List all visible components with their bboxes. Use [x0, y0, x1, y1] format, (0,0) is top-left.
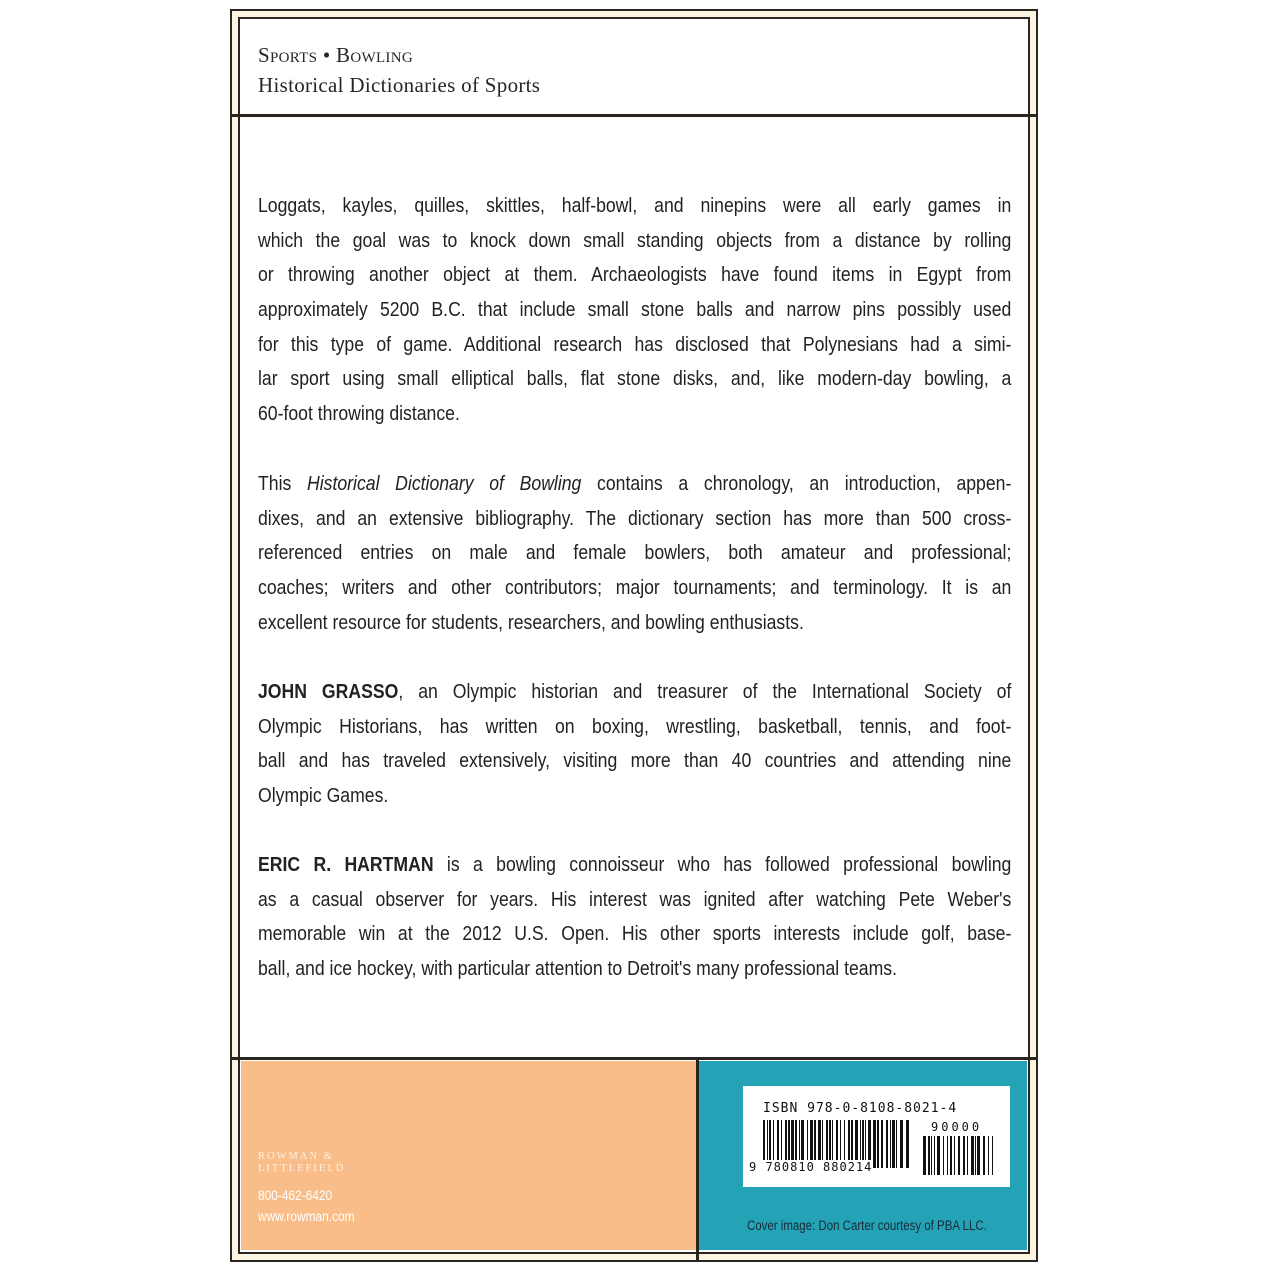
paragraph-line: [258, 883, 1011, 918]
addon-bar: [963, 1136, 965, 1175]
line-text: , an Olympic historian and treasurer of the International Society of: [398, 680, 1012, 703]
addon-bar: [975, 1136, 976, 1175]
line-text: referenced entries on male and female bowlers, both amateur and professional;: [258, 541, 1012, 565]
author-name: ERIC R. HARTMAN: [258, 853, 434, 876]
line-text: Loggats, kayles, quilles, skittles, half-bowl, and ninepins were all early games in: [258, 194, 1012, 217]
barcode-bar: [896, 1120, 897, 1168]
lead-prefix: This: [258, 472, 307, 495]
addon-bar: [954, 1136, 955, 1175]
paragraph-line: [258, 848, 1011, 883]
line-text: lar sport using small elliptical balls, flat stone disks, and, like modern-day bowling, a: [258, 367, 1012, 391]
addon-bar: [931, 1136, 932, 1175]
barcode-bar: [873, 1120, 876, 1168]
addon-bar: [947, 1136, 948, 1175]
barcode-bar: [892, 1120, 895, 1168]
addon-bar: [958, 1136, 960, 1175]
paragraph-line: [258, 397, 1011, 432]
paragraph-line: [258, 293, 1011, 328]
line-text: ball, and ice hockey, with particular attention to Detroit's many professional teams.: [258, 957, 898, 981]
line-text: Olympic Historians, has written on boxing, wrestling, basketball, tennis, and foot-: [258, 714, 1012, 738]
category-line: [258, 40, 540, 70]
footer-vertical-divider: [696, 1058, 699, 1262]
addon-bar: [983, 1136, 985, 1175]
addon-bar: [977, 1136, 980, 1175]
barcode-bar: [900, 1120, 903, 1168]
category-bowling: Bowling: [336, 43, 413, 67]
addon-bar: [943, 1136, 944, 1175]
paragraph-line: [258, 917, 1011, 952]
paragraph-line: [258, 467, 1011, 502]
addon-bar: [967, 1136, 968, 1175]
paragraph-line: [258, 779, 1011, 814]
line-text: for this type of game. Additional research has disclosed that Polynesians had a simi-: [258, 332, 1012, 356]
addon-bar: [923, 1136, 926, 1175]
footer-divider: [230, 1057, 1038, 1060]
paragraph-line: [258, 362, 1011, 397]
paragraph-line: [258, 328, 1011, 363]
barcode-bar: [881, 1120, 883, 1168]
paragraph-line: [258, 952, 1011, 987]
header-divider: [230, 114, 1038, 117]
line-text: excellent resource for students, researchers, and bowling enthusiasts.: [258, 610, 804, 634]
body-paragraph: [258, 675, 1011, 814]
barcode-bar: [886, 1120, 888, 1168]
paragraph-line: [258, 258, 1011, 293]
line-text: 60-foot throwing distance.: [258, 402, 460, 426]
publisher-name-2: LITTLEFIELD: [258, 1163, 346, 1174]
paragraph-line: [258, 571, 1011, 606]
addon-bar: [950, 1136, 952, 1175]
addon-bar: [937, 1136, 940, 1175]
isbn-barcode: [743, 1086, 1010, 1187]
publisher-phone: 800-462-6420: [258, 1187, 333, 1203]
line-text: coaches; writers and other contributors; major tournaments; and terminology. It is an: [258, 576, 1012, 600]
line-text: dixes, and an extensive bibliography. The dictionary section has more than 500 cross-: [258, 506, 1012, 530]
line-text: which the goal was to knock down small standing objects from a distance by rolling: [258, 228, 1012, 252]
series-title: Historical Dictionaries of Sports: [258, 73, 541, 97]
author-name: JOHN GRASSO: [258, 680, 399, 703]
paragraph-line: [258, 710, 1011, 745]
barcode-bar: [890, 1120, 891, 1168]
line-text: or throwing another object at them. Archaeologists have found items in Egypt from: [258, 263, 1012, 287]
line-text: contains a chronology, an introduction, appen-: [581, 472, 1012, 495]
line-text: ball and has traveled extensively, visiting more than 40 countries and attending nine: [258, 749, 1012, 773]
publisher-name-1: ROWMAN &: [258, 1151, 334, 1162]
paragraph-line: [258, 189, 1011, 224]
addon-bar: [992, 1136, 993, 1175]
line-text: memorable win at the 2012 U.S. Open. His other sports interests include golf, base-: [258, 922, 1012, 946]
addon-bar: [928, 1136, 930, 1175]
line-text: as a casual observer for years. His interest was ignited after watching Pete Weber's: [258, 887, 1012, 911]
line-text: approximately 5200 B.C. that include small stone balls and narrow pins possibly used: [258, 298, 1012, 322]
barcode-bar: [877, 1120, 879, 1168]
series-header: [258, 40, 540, 100]
paragraph-line: [258, 502, 1011, 537]
isbn-text: ISBN 978-0-8108-8021-4: [763, 1101, 958, 1116]
publisher-website: www.rowman.com: [258, 1208, 355, 1224]
publisher-logo: [258, 1151, 345, 1175]
line-text: is a bowling connoisseur who has followed professional bowling: [433, 853, 1012, 876]
addon-bar: [971, 1136, 974, 1175]
addon-bar: [988, 1136, 989, 1175]
paragraph-line: [258, 536, 1011, 571]
line-text: Olympic Games.: [258, 784, 389, 808]
cover-credit: Cover image: Don Carter courtesy of PBA LLC.: [747, 1218, 987, 1233]
barcode-digits: 9 780810 880214: [749, 1160, 873, 1174]
paragraph-line: [258, 224, 1011, 259]
paragraph-line: [258, 744, 1011, 779]
addon-bar: [934, 1136, 935, 1175]
category-sports: Sports: [258, 43, 318, 67]
price-code: 90000: [931, 1120, 983, 1134]
body-paragraph: [258, 467, 1011, 640]
category-separator: •: [322, 43, 331, 67]
paragraph-line: [258, 675, 1011, 710]
barcode-bar: [906, 1120, 909, 1168]
paragraph-line: [258, 606, 1011, 641]
body-paragraph: [258, 189, 1011, 432]
book-title-italic: Historical Dictionary of Bowling: [306, 472, 582, 495]
body-paragraph: [258, 848, 1011, 987]
